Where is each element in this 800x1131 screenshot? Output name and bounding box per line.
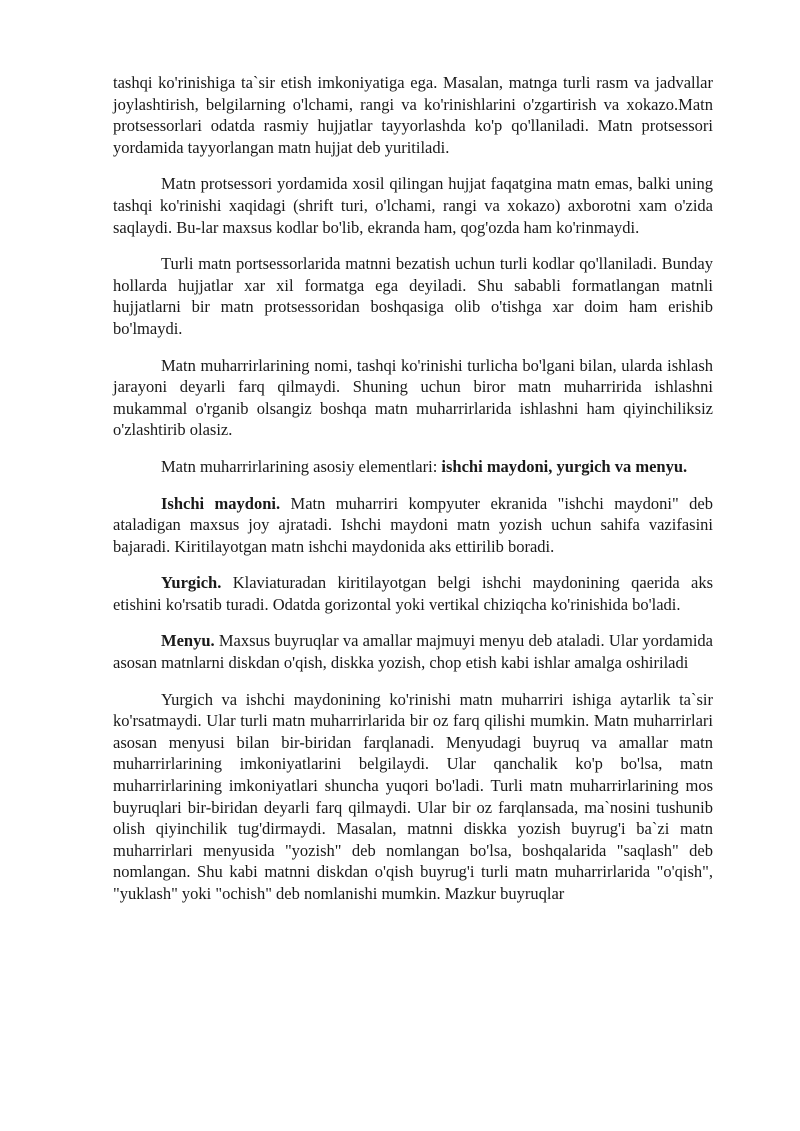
paragraph-menyu bbox=[113, 630, 713, 673]
paragraph-ishchi-maydoni bbox=[113, 493, 713, 558]
paragraph-yurgich-va-ishchi-maydoni: Yurgich va ishchi maydonining ko'rinishi matn muharriri ishiga aytarlik ta`sir ko'rsatmaydi. Ular turli matn muharrirlarida bir oz farq qilishi mumkin. Matn muharrirlari asosan menyusi bilan bir-biridan farqlanadi. Menyudagi buyruq va amallar matn muharrirlarining imkoniyatlarini belgilaydi. Ular qanchalik ko'p bo'lsa, matn muharrirlarining imkoniyatlari shuncha yuqori bo'ladi. Turli matn muharrirlarining mos buyruqlari bir-biridan deyarli farq qilmaydi. Ular bir oz farqlansada, ma`nosini tushunib olish qiyinchilik tug'dirmaydi. Masalan, matnni diskka yozish buyrug'i ba`zi matn muharrirlari menyusida "yozish" deb nomlangan bo'lsa, boshqalarida "saqlash" deb nomlangan. Shu kabi matnni diskdan o'qish buyrug'i turli matn muharrirlarida "o'qish", "yuklash" yoki "ochish" deb nomlanishi mumkin. Mazkur buyruqlar bbox=[113, 689, 713, 903]
paragraph-yurgich bbox=[113, 572, 713, 615]
paragraph-continuation: tashqi ko'rinishiga ta`sir etish imkoniyatiga ega. Masalan, matnga turli rasm va jadvallar joylashtirish, belgilarning o'lchami, rangi va ko'rinishlarini o'zgartirish va xokazo.Matn protsessorlari odatda rasmiy hujjatlar tayyorlashda ko'p qo'llaniladi. Matn protsessori yordamida tayyorlangan matn hujjat deb yuritiladi. bbox=[113, 73, 713, 157]
paragraph-asosiy-elementlar bbox=[113, 456, 713, 478]
term-heading: Menyu. bbox=[161, 631, 215, 651]
paragraph-hujjat: Matn protsessori yordamida xosil qilingan hujjat faqatgina matn emas, balki uning tashqi ko'rinishi xaqidagi (shrift turi, o'lchami, rangi va xokazo) axborotni xam o'zida saqlaydi. Bu-lar maxsus kodlar bo'lib, ekranda ham, qog'ozda ham ko'rinmaydi. bbox=[113, 174, 713, 237]
paragraph-formatlar: Turli matn portsessorlarida matnni bezatish uchun turli kodlar qo'llaniladi. Bunday hollarda hujjatlar xar xil formatga ega deyiladi. Shu sababli formatlangan matnli hujjatlarni bir matn protsessoridan boshqasiga olib o'tishga xar doim ham erishib bo'lmaydi. bbox=[113, 254, 713, 338]
paragraph-text: Klaviaturadan kiritilayotgan belgi ishchi maydonining qaerida aks etishini ko'rsatib turadi. Odatda gorizontal yoki vertikal chiziqcha ko'rinishida bo'ladi. bbox=[113, 573, 713, 614]
paragraph-text: Matn muharrirlarining asosiy elementlari: bbox=[161, 456, 442, 476]
paragraph-muharrirlar-nomi: Matn muharrirlarining nomi, tashqi ko'rinishi turlicha bo'lgani bilan, ularda ishlash jarayoni deyarli farq qilmaydi. Shuning uchun biror matn muharririda ishlashni mukammal o'rganib olsangiz boshqa matn muharrirlarida ishlashni ham qiyinchiliksiz o'zlashtirib olasiz. bbox=[113, 355, 713, 440]
paragraph-text: Matn muharriri kompyuter ekranida "ishchi maydoni" deb ataladigan maxsus joy ajratadi. Ishchi maydoni matn yozish uchun sahifa vazifasini bajaradi. Kiritilayotgan matn ishchi maydonida aks ettirilib boradi. bbox=[113, 493, 713, 556]
bold-phrase: ishchi maydoni, yurgich va menyu. bbox=[441, 456, 688, 476]
term-heading: Yurgich. bbox=[161, 573, 222, 593]
document-page bbox=[113, 72, 713, 920]
term-heading: Ishchi maydoni. bbox=[161, 493, 281, 513]
paragraph-text: Maxsus buyruqlar va amallar majmuyi menyu deb ataladi. Ular yordamida asosan matnlarni diskdan o'qish, diskka yozish, chop etish kabi ishlar amalga oshiriladi bbox=[113, 631, 713, 673]
